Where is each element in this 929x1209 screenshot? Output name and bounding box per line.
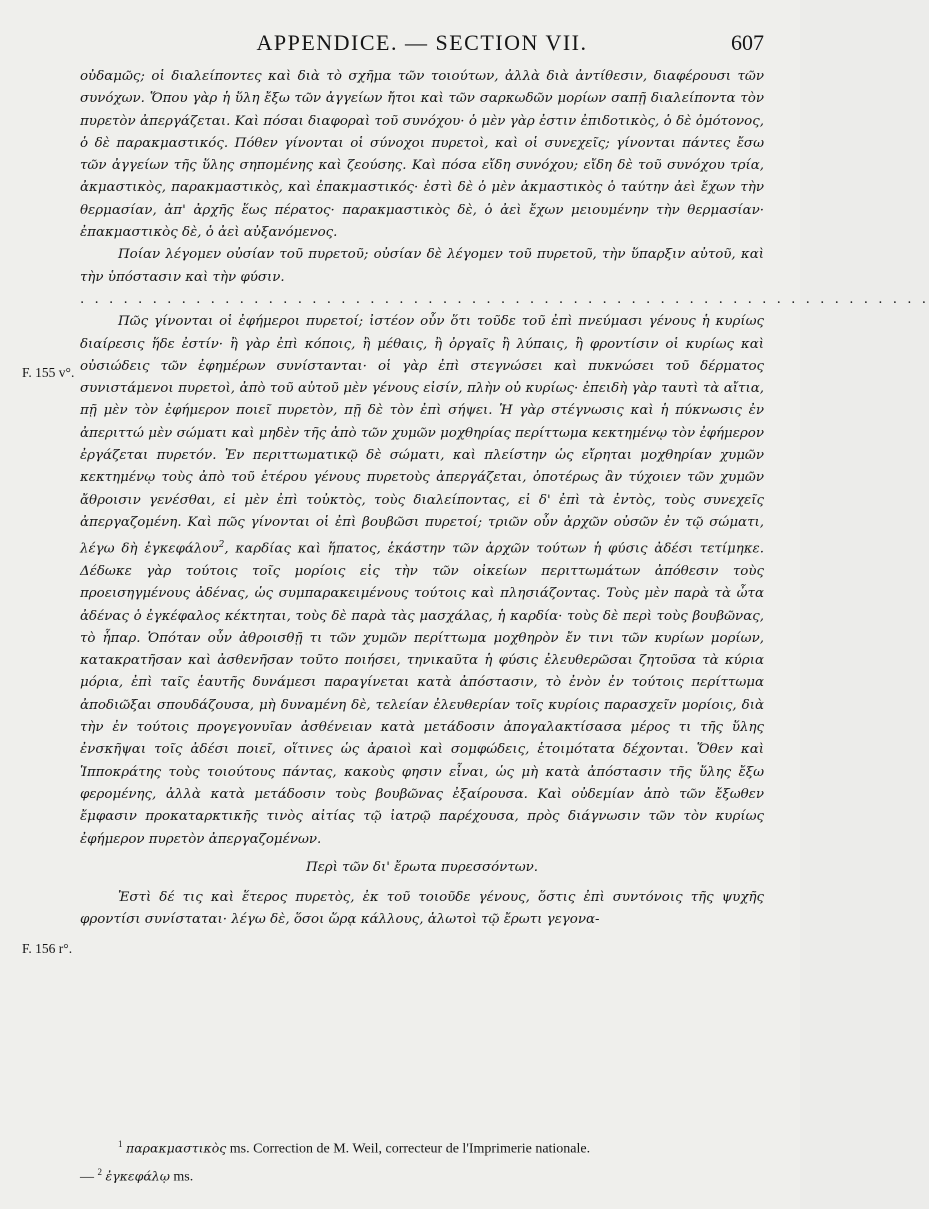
footnote-greek: παρακμαστικὸς	[126, 1140, 227, 1156]
paragraph	[80, 311, 764, 851]
paragraph: Ποίαν λέγομεν οὐσίαν τοῦ πυρετοῦ; οὐσίαν δὲ λέγομεν τοῦ πυρετοῦ, τὴν ὕπαρξιν αὐτοῦ, καὶ τὴν ὑπόστασιν καὶ τὴν φύσιν.	[80, 247, 764, 285]
footnote-marker: 2	[97, 1166, 102, 1177]
footnotes	[80, 1133, 764, 1188]
folio-note-156r: F. 156 r°.	[22, 941, 73, 956]
footnote-2	[80, 1161, 764, 1189]
paragraph-text: Πῶς γίνονται οἱ ἐφήμεροι πυρετοί; ἰστέον οὖν ὅτι τοῦδε τοῦ ἐπὶ πνεύμασι γένους ἡ κυρίως διαίρεσις ἥδε ἐστίν· ἢ γὰρ ἐπὶ κόποις, ἢ μέθαις, ἢ ὀργαῖς ἢ λύπαις, ἢ φροντίσιν οἱ κυρίως καὶ οὐσιώδεις τῶν ἐφημέρων συνίστανται· οἱ γὰρ ἐπὶ στεγνώσει καὶ πυκνώσει τοῦ δέρματος συνιστάμενοι πυρετοὶ, ἀπὸ τοῦ αὐτοῦ μὲν γένους εἰσίν, πλὴν οὐ κυρίως· ἐπειδὴ γὰρ ταυτὶ τὰ αἴτια, πῇ μὲν τὸν ἐφήμερον ποιεῖ πυρετὸν, πῇ δὲ τὸν ἐπὶ σήψει. Ἡ γὰρ στέγνωσις καὶ ἡ πύκνωσις ἐν ἀπεριττώ μὲν σώματι καὶ μηδὲν τῆς ἀπὸ τῶν χυμῶν μοχθηρίας περίττωμα κεκτημένῳ τὸν ἐφήμερον ἐργάζεται πυρετόν. Ἐν περιττωματικῷ δὲ σώματι, καὶ πλείστην ὡς εἴρηται μοχθηρίαν χυμῶν κεκτημένῳ τοὺς ἀπὸ τοῦ ἑτέρου γένους πυρετοὺς ἀπεργάζεται, ὁποτέρως ἂν τύχοιεν τῶν χυμῶν ἄθροισιν γενέσθαι, εἰ μὲν ἐπὶ τοὐκτὸς, τοὺς διαλείποντας, εἰ δ' ἐπὶ τὰ ἐντὸς, τοὺς συνεχεῖς ἀπεργαζομένη. Καὶ πῶς γίνονται οἱ ἐπὶ βουβῶσι πυρετοί; τριῶν οὖν ἀρχῶν οὐσῶν ἐν τῷ σώματι, λέγω δὴ ἐγκεφάλου	[80, 314, 764, 557]
main-text	[80, 66, 929, 932]
footnote-greek: ἐγκεφάλῳ	[105, 1168, 170, 1184]
page-header	[80, 30, 764, 60]
page-number: 607	[731, 30, 764, 55]
ellipsis-line: . . . . . . . . . . . . . . . . . . . . . . . . . . . . . . . . . . . . . . . . . . . . . . . . . . . . . . . . . . .	[80, 291, 929, 307]
paragraph: οὐδαμῶς; οἱ διαλείποντες καὶ διὰ τὸ σχῆμα τῶν τοιούτων, ἀλλὰ διὰ ἀντίθεσιν, διαφέρουσι τῶν συνόχων. Ὅπου γὰρ ἡ ὕλη ἔξω τῶν ἀγγείων ἤτοι καὶ τῶν σαρκωδῶν μορίων σαπῇ διαλείποντα τὸν πυρετὸν ἀπεργάζεται. Καὶ πόσαι διαφοραὶ τοῦ συνόχου· ὁ μὲν γὰρ ἐστιν ἐπιδοτικὸς, ὁ δὲ ὁμότονος, ὁ δὲ παρακμαστικός. Πόθεν γίνονται οἱ σύνοχοι πυρετοὶ, καὶ οἱ συνεχεῖς; γίνονται πάντες ἔσω τῶν ἀγγείων τῆς ὕλης σηπομένης καὶ ζεούσης. Καὶ πόσα εἴδη συνόχου; εἴδη δὲ τοῦ συνόχου τρία, ἀκμαστικὸς, παρακμαστικὸς, καὶ ἐπακμαστικός· ἐστὶ δὲ ὁ μὲν ἀκμαστικὸς ὁ ταύτην ἀεὶ ἔχων τὴν θερμασίαν, ἀπ' ἀρχῆς ἕως πέρατος· παρακμαστικὸς δὲ, ὁ ἀεὶ ἔχων μειουμένην τὴν θερμασίαν· ἐπακμαστικὸς δὲ, ὁ ἀεὶ αὐξανόμενος.	[80, 69, 764, 241]
footnote-text: ms.	[169, 1169, 194, 1185]
paragraph: Ἐστὶ δέ τις καὶ ἕτερος πυρετὸς, ἐκ τοῦ τοιοῦδε γένους, ὅστις ἐπὶ συντόνοις τῆς ψυχῆς φροντίσι συνίσταται· λέγω δὲ, ὅσοι ὥρᾳ κάλλους, ἁλωτοὶ τῷ ἔρωτι γεγονα-	[80, 890, 764, 928]
folio-note-155v: F. 155 v°.	[22, 365, 75, 380]
footnote-1	[80, 1133, 764, 1161]
footnote-marker: 1	[118, 1139, 123, 1149]
footnote-text: ms. Correction de M. Weil, correcteur de l'Imprimerie nationale.	[226, 1141, 591, 1157]
running-head: APPENDICE. — SECTION VII.	[256, 30, 588, 55]
section-title: Περὶ τῶν δι' ἔρωτα πυρεσσόντων.	[305, 859, 539, 875]
footnote-ref: 2	[218, 540, 225, 551]
paragraph-text: , καρδίας καὶ ἥπατος, ἑκάστην τῶν ἀρχῶν τούτων ἡ φύσις ἀδέσι τετίμηκε. Δέδωκε γὰρ τούτοις τοῖς μορίοις εἰς τὴν τῶν οἰκείων περιττωμάτων ἀπόθεσιν τοὺς προεισηγμένους ἀδένας, ὡς συμπαρακειμένους τούτοις καὶ πλησιάζοντας. Τοὺς μὲν παρὰ τὰ ὦτα ἀδένας ὁ ἐγκέφαλος κέκτηται, τοὺς δὲ παρὰ τὰς μασχάλας, ἡ καρδία· τοὺς δὲ περὶ τοὺς βουβῶνας, τὸ ἧπαρ. Ὁπόταν οὖν ἀθροισθῇ τι τῶν χυμῶν περίττωμα μοχθηρὸν ἔν τινι τῶν κυρίων μορίων, κατακρατῆσαν καὶ ἀσθενῆσαν τοῦτο ποιήσει, τηνικαῦτα ἡ φύσις ἐλευθερῶσαι ζητοῦσα τὰ κύρια μόρια, ἐπὶ ταῖς ἑαυτῆς δυνάμεσι παραγίνεται κατὰ ἀπόστασιν, τὸ ἐνὸν ἐν τούτοις περίττωμα ἀποδιῶξαι σπουδάζουσα, μὴ δυναμένη δὲ, τελείαν ἐλευθερίαν τοῖς κυρίοις παρασχεῖν μορίοις, διὰ τὴν ἐν τούτοις προγεγονυῖαν ἀσθένειαν κατὰ μετάδοσιν ἀπογαλακτίσασα μέρος τι τῆς ὕλης ἐνσκῆψαι τοῖς ἀδέσι ποιεῖ, οἵτινες ὡς ἀραιοὶ καὶ σομφώδεις, ἑτοιμότατα δέχονται. Ὅθεν καὶ Ἱπποκράτης τοὺς τοιούτους πάντας, κακοὺς φησιν εἶναι, ὡς μὴ κατὰ ἀπόστασιν τῆς ὕλης ἔξω φερομένης, ἀλλὰ κατὰ μετάδοσιν τοὺς βουβῶνας ἐξαίρουσα. Καὶ οὐδεμίαν ἀπὸ τῶν ἔξωθεν ἔμφασιν προκαταρκτικῆς τινὸς αἰτίας τῷ ἰατρῷ παρέχουσα, πρὸς διάγνωσιν τῶν τὸν κυρίως ἐφήμερον πυρετὸν ἀπεργαζομένων.	[80, 541, 764, 847]
footnote-dash: —	[80, 1169, 98, 1185]
